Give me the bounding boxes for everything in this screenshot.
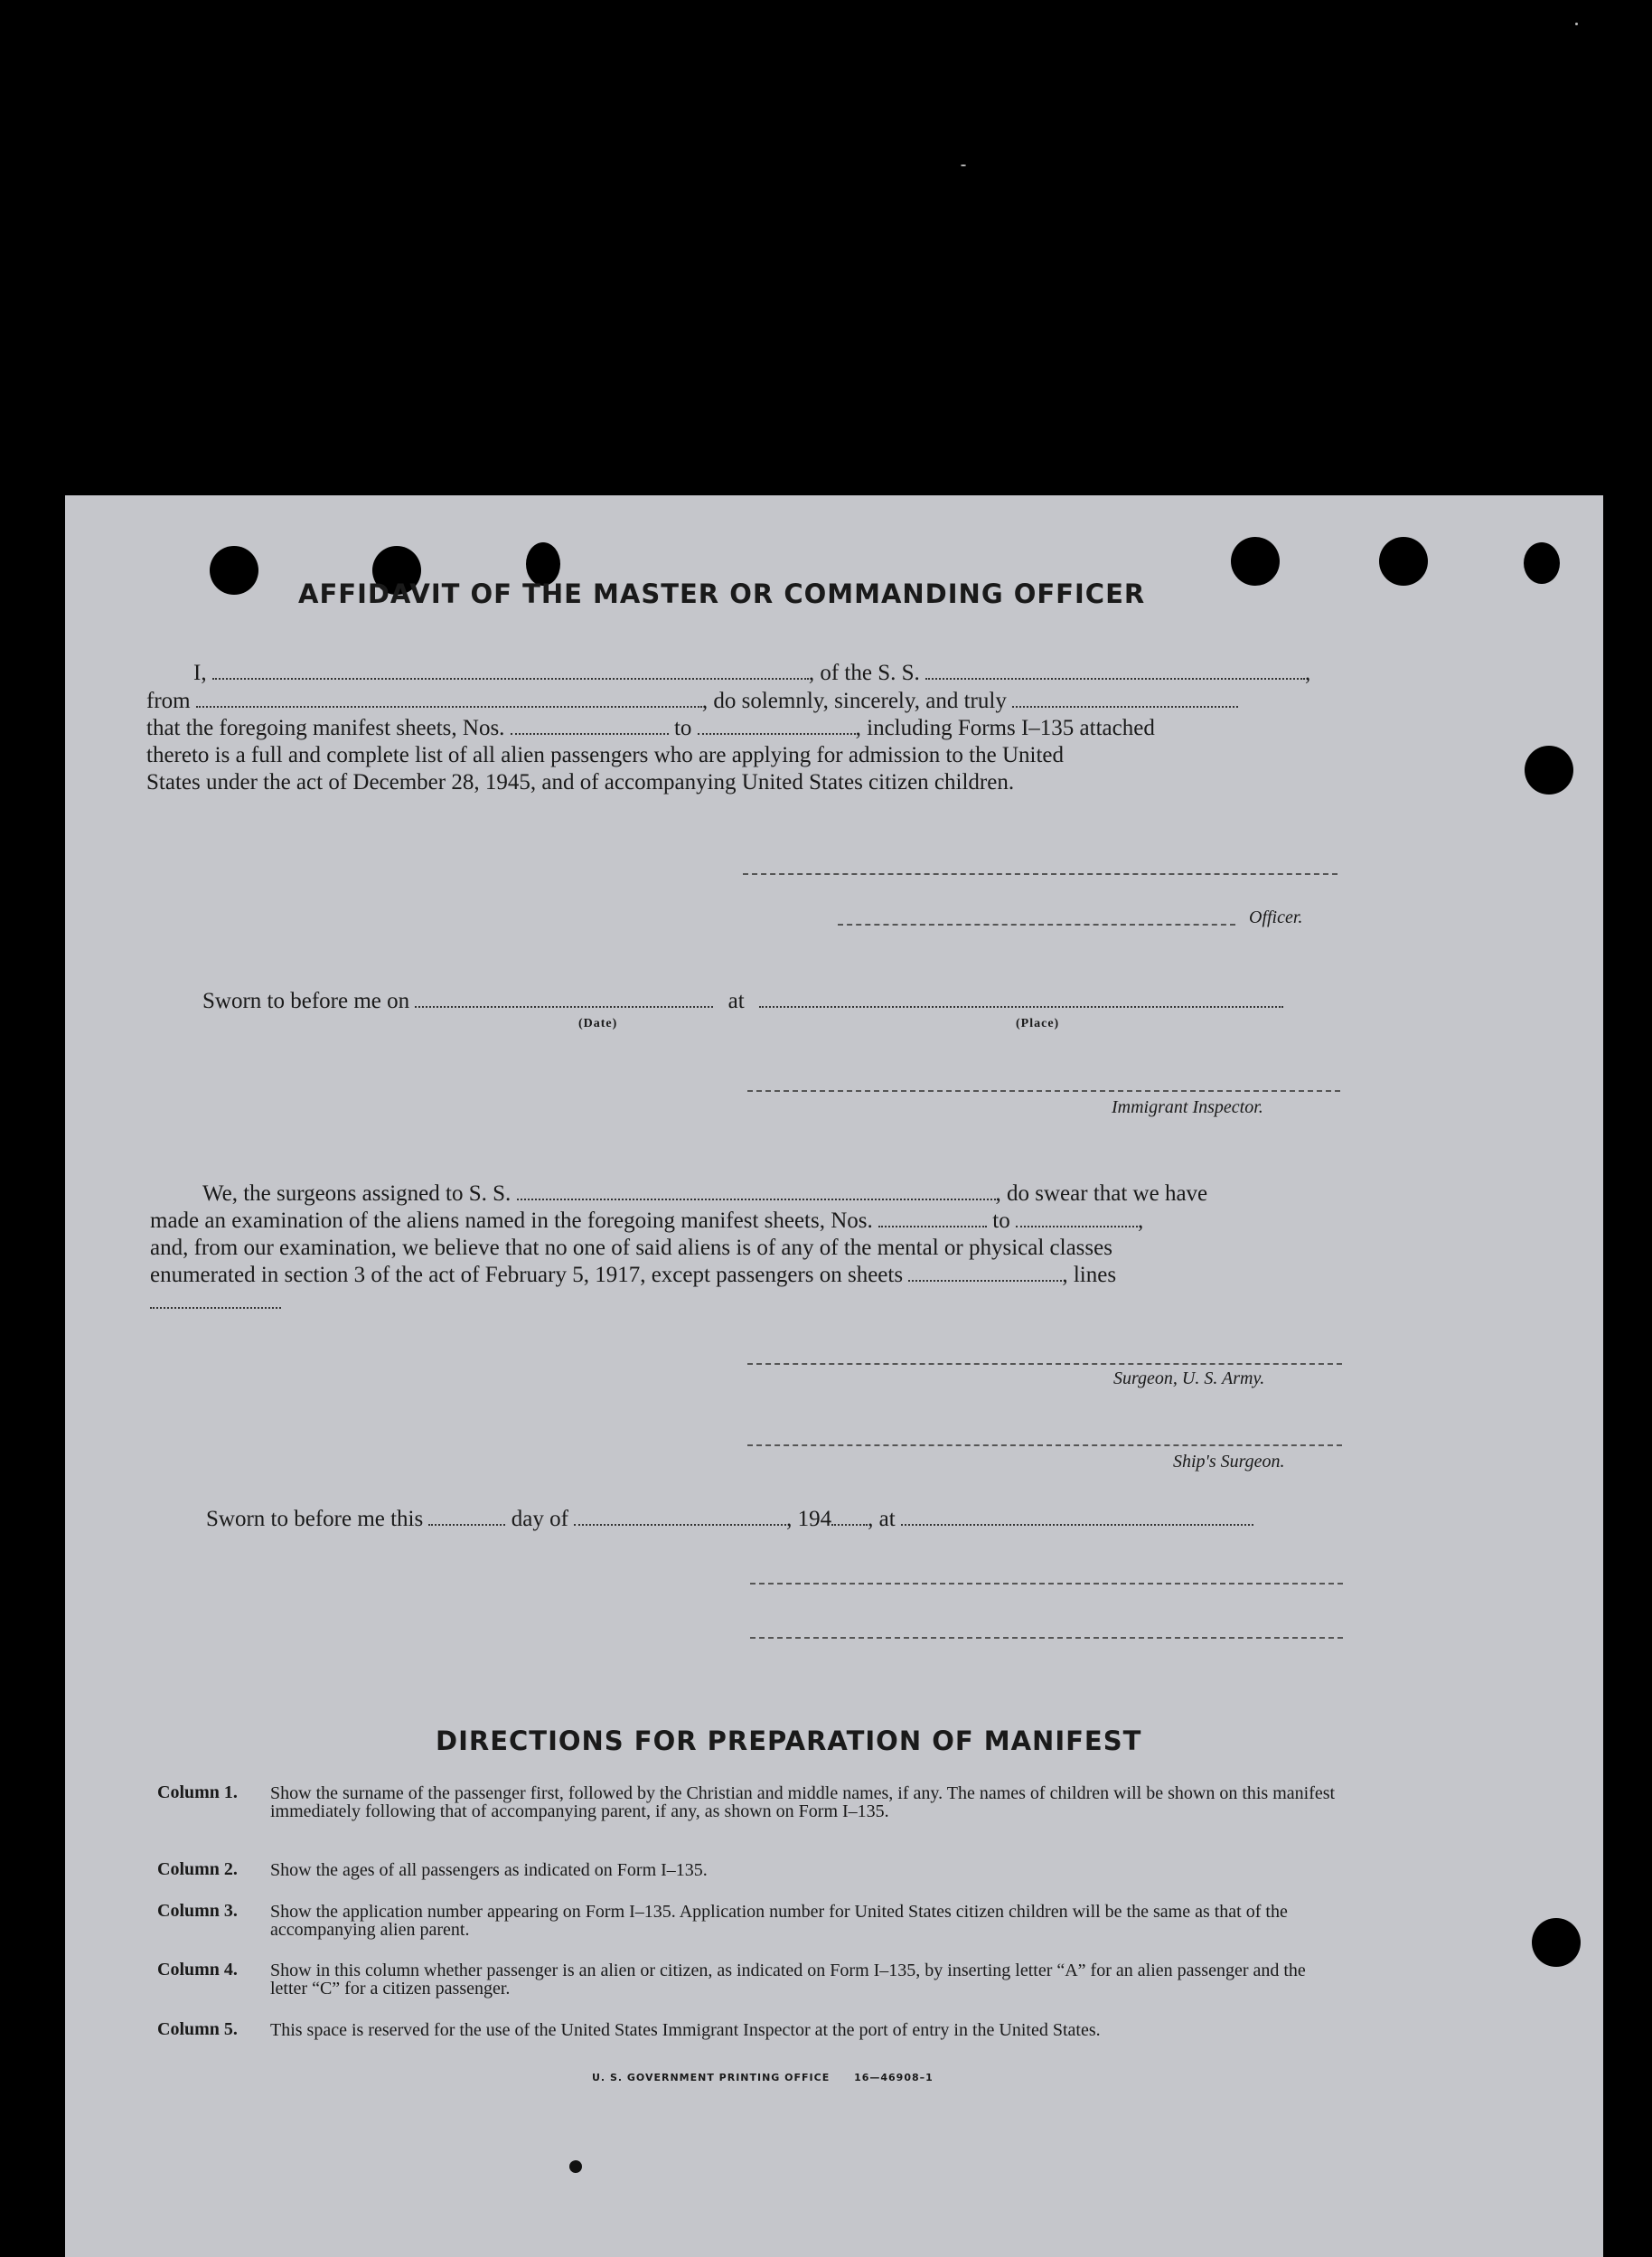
surgeons-line-3: and, from our examination, we believe that no one of said aliens is of any of the mental or physical classes — [150, 1236, 1112, 1260]
officer-signature-line-1[interactable] — [743, 873, 1338, 875]
officer-signature-line-2[interactable] — [838, 924, 1235, 926]
affidavit-line-2 — [146, 688, 1238, 715]
punch-hole — [1379, 537, 1428, 586]
sworn-text: at — [727, 989, 745, 1013]
affidavit-line-3 — [146, 715, 1155, 742]
sworn-text: Sworn to before me this — [206, 1507, 424, 1531]
date-caption: (Date) — [578, 1017, 618, 1030]
surgeons-text: enumerated in section 3 of the act of February 5, 1917, except passengers on sheets — [150, 1263, 904, 1287]
surgeons-text: We, the surgeons assigned to S. S. — [202, 1181, 512, 1206]
surgeons-line-2: made an examination of the aliens named in the foregoing manifest sheets, Nos. to , — [150, 1208, 1144, 1233]
inspector-signature-line[interactable] — [747, 1090, 1340, 1092]
inspector-label: Immigrant Inspector. — [1112, 1097, 1263, 1117]
affidavit-line-5: States under the act of December 28, 1945, and of accompanying United States citizen children. — [146, 770, 1015, 795]
ship-surgeon-signature-line[interactable] — [747, 1444, 1342, 1446]
port-from-field[interactable] — [196, 690, 702, 708]
sworn-month-field[interactable] — [574, 1508, 786, 1526]
affidavit-text: , do solemnly, sincerely, and truly — [701, 689, 1007, 713]
surgeon-sheet-from-field[interactable] — [878, 1209, 987, 1227]
sworn-line-2 — [206, 1506, 1253, 1533]
affidavit-line-4: thereto is a full and complete list of all alien passengers who are applying for admission to the United — [146, 743, 1065, 767]
sworn-day-field[interactable] — [428, 1508, 505, 1526]
sheet-to-field[interactable] — [698, 717, 856, 735]
sworn-place-field-2[interactable] — [901, 1508, 1253, 1526]
column-5-label: Column 5. — [157, 2019, 238, 2039]
printer-imprint — [592, 2072, 934, 2083]
column-1-label: Column 1. — [157, 1782, 238, 1802]
column-5-text: This space is reserved for the use of the United States Immigrant Inspector at the port of entry in the United States. — [270, 2020, 1101, 2040]
affidavit-text: from — [146, 689, 191, 713]
affidavit-text: I, — [193, 661, 207, 685]
punch-hole — [1231, 537, 1280, 586]
column-2-label: Column 2. — [157, 1859, 238, 1879]
except-lines-field[interactable] — [150, 1291, 281, 1309]
except-sheets-field[interactable] — [908, 1264, 1062, 1282]
speck — [1575, 23, 1578, 25]
master-name-field[interactable] — [212, 662, 809, 680]
surgeons-text: , lines — [1062, 1263, 1117, 1287]
form-sheet — [65, 495, 1603, 2257]
affidavit-title: AFFIDAVIT OF THE MASTER OR COMMANDING OFFICER — [298, 578, 1146, 609]
inspector-signature-line-3[interactable] — [750, 1637, 1343, 1639]
sworn-text: , at — [868, 1507, 896, 1531]
sworn-year-field[interactable] — [831, 1508, 868, 1526]
surgeons-text: , do swear that we have — [995, 1181, 1208, 1206]
sworn-text: , 194 — [786, 1507, 832, 1531]
sworn-place-field[interactable] — [759, 990, 1283, 1008]
ship-surgeon-label: Ship's Surgeon. — [1173, 1452, 1285, 1472]
surgeons-text: made an examination of the aliens named in the foregoing manifest sheets, Nos. — [150, 1208, 873, 1233]
punch-hole — [210, 546, 258, 595]
surgeon-ship-field[interactable] — [517, 1182, 996, 1200]
surgeons-text: to — [992, 1208, 1010, 1233]
ink-blot — [569, 2160, 582, 2173]
surgeons-line-4 — [150, 1262, 1116, 1289]
place-caption: (Place) — [1016, 1017, 1060, 1030]
column-3-text: Show the application number appearing on Form I–135. Application number for United States citizen children will be the same as that of the accompanying alien parent. — [270, 1902, 1288, 1940]
sworn-line-1 — [202, 988, 1283, 1015]
speck — [961, 165, 966, 166]
inspector-signature-line-2[interactable] — [750, 1583, 1343, 1585]
surgeon-sheet-to-field[interactable] — [1016, 1209, 1138, 1227]
sworn-text: day of — [511, 1507, 568, 1531]
surgeons-line-1 — [202, 1180, 1207, 1208]
punch-hole — [1532, 1918, 1581, 1967]
sworn-text: Sworn to before me on — [202, 989, 410, 1013]
affidavit-text: that the foregoing manifest sheets, Nos. — [146, 716, 505, 740]
printer-name: U. S. GOVERNMENT PRINTING OFFICE — [592, 2072, 831, 2083]
directions-title: DIRECTIONS FOR PREPARATION OF MANIFEST — [436, 1726, 1142, 1756]
punch-hole — [1524, 542, 1560, 584]
form-code: 16—46908–1 — [854, 2072, 934, 2083]
column-4-label: Column 4. — [157, 1960, 238, 1980]
column-4-text: Show in this column whether passenger is an alien or citizen, as indicated on Form I–135, by inserting letter “A” for an alien passenger and the letter “C” for a citizen passenger. — [270, 1961, 1306, 1998]
column-1-text: Show the surname of the passenger first, followed by the Christian and middle names, if any. The names of children will be shown on this manifest immediately following that of accompanying parent, if any, as shown on Form I–135. — [270, 1783, 1336, 1821]
officer-label: Officer. — [1249, 908, 1303, 927]
ship-name-field[interactable] — [925, 662, 1305, 680]
affidavit-line-1: I, , of the S. S. , — [193, 661, 1311, 685]
surgeons-line-5 — [150, 1289, 281, 1316]
sheet-from-field[interactable] — [511, 717, 669, 735]
sworn-date-field[interactable] — [415, 990, 713, 1008]
oath-field[interactable] — [1012, 690, 1238, 708]
column-2-text: Show the ages of all passengers as indicated on Form I–135. — [270, 1860, 708, 1880]
affidavit-text: , of the S. S. — [808, 661, 920, 685]
army-surgeon-label: Surgeon, U. S. Army. — [1113, 1368, 1265, 1388]
column-3-label: Column 3. — [157, 1901, 238, 1921]
affidavit-text: , including Forms I–135 attached — [855, 716, 1155, 740]
punch-hole — [1525, 746, 1573, 795]
army-surgeon-signature-line[interactable] — [747, 1363, 1342, 1365]
affidavit-text: to — [673, 716, 692, 740]
